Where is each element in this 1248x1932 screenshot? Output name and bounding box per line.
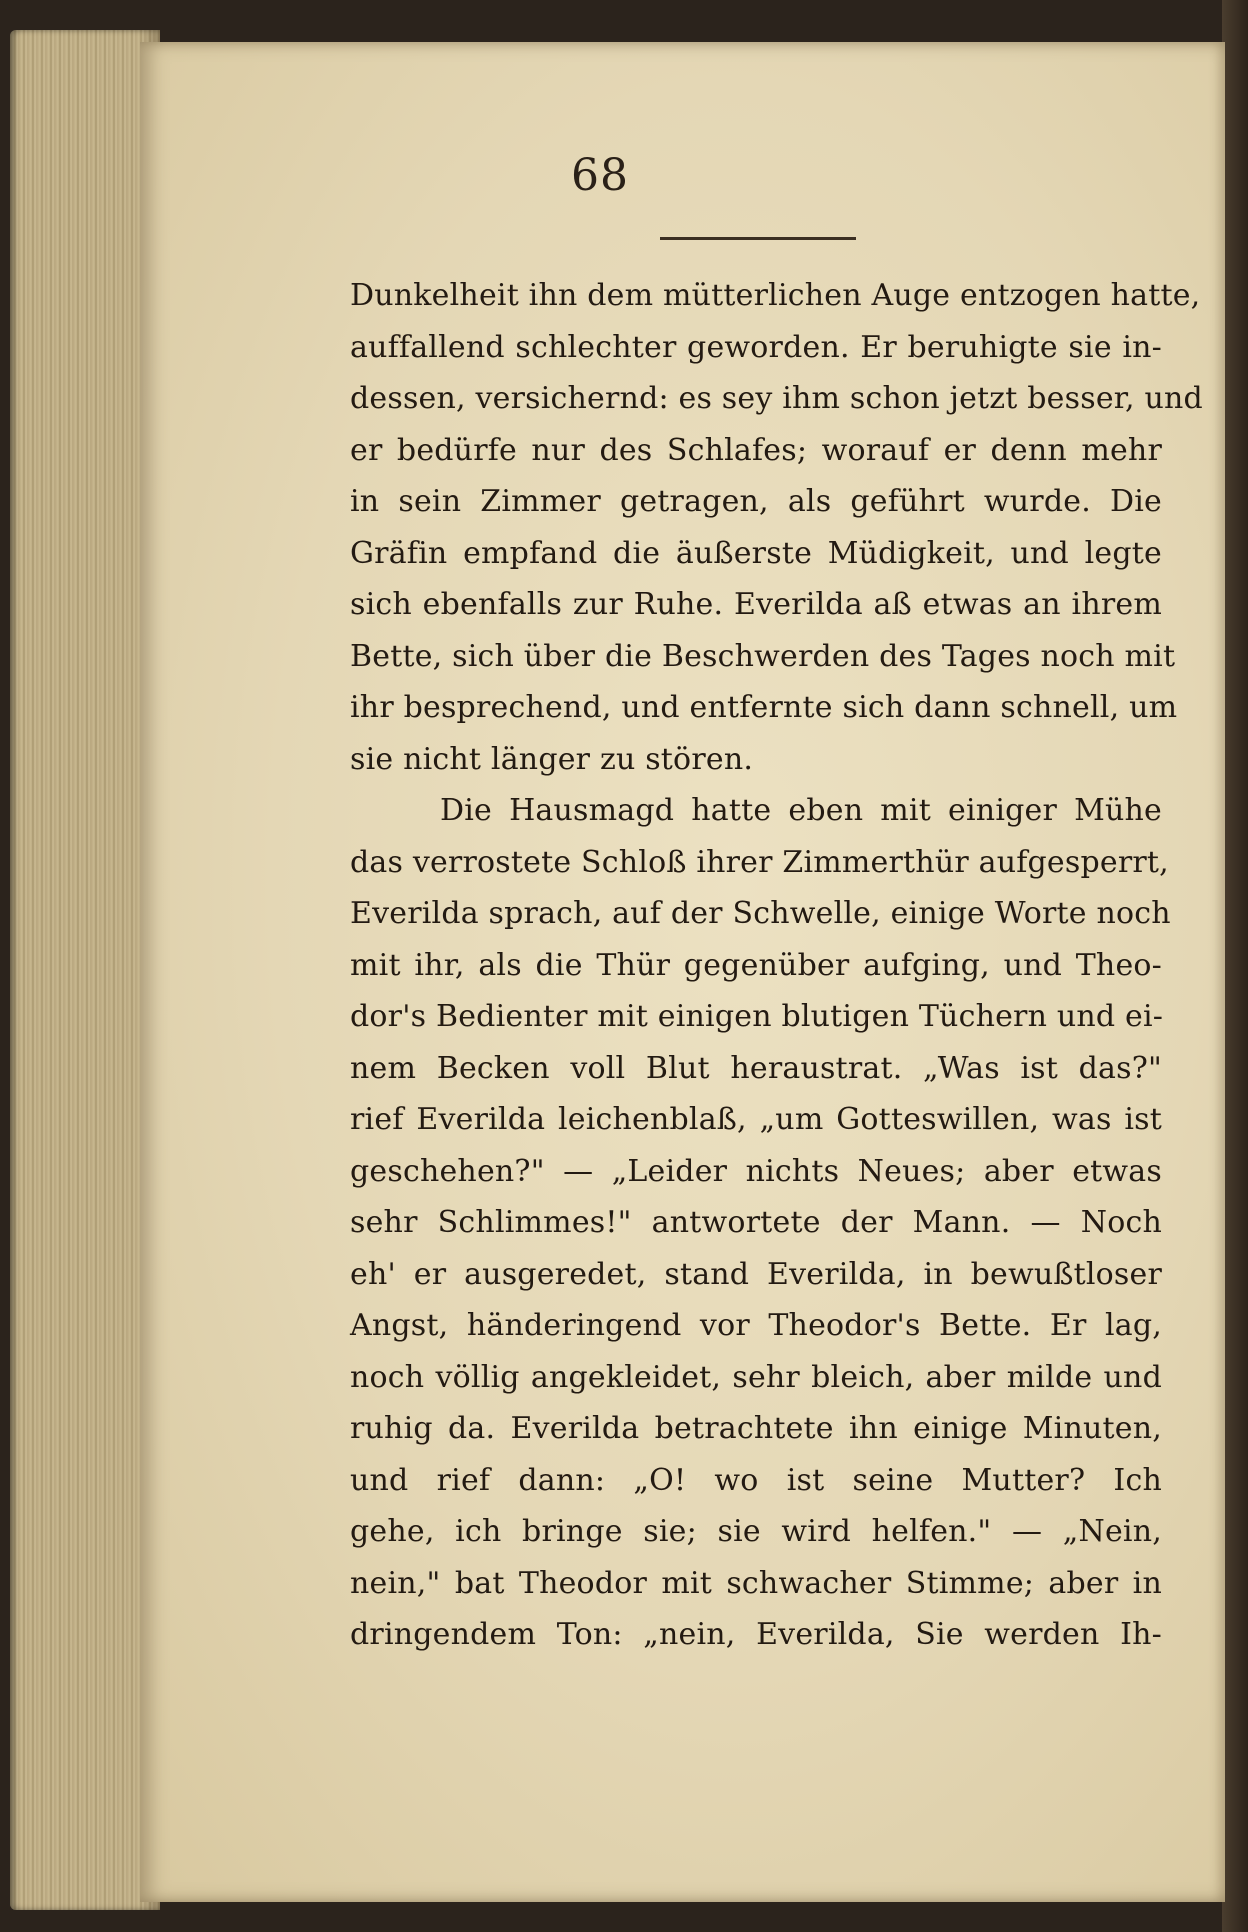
- text-line: dessen, versichernd: es sey ihm schon jetzt besser, und: [350, 381, 1203, 416]
- text-line: ihr besprechend, und entfernte sich dann schnell, um: [350, 690, 1178, 725]
- text-line: Dunkelheit ihn dem mütterlichen Auge entzogen hatte,: [350, 278, 1201, 313]
- text-line: nem Becken voll Blut heraustrat. „Was ist das?": [350, 1050, 1162, 1086]
- text-line: rief Everilda leichenblaß, „um Gotteswillen, was ist: [350, 1102, 1162, 1137]
- page-body: [350, 270, 1203, 1661]
- book-cover-edge: [1222, 0, 1248, 1932]
- text-line: Everilda sprach, auf der Schwelle, einige Worte noch: [350, 896, 1171, 931]
- text-line: Angst, händeringend vor Theodor's Bette. Er lag,: [350, 1308, 1162, 1343]
- text-line: und rief dann: „O! wo ist seine Mutter? Ich: [350, 1462, 1162, 1498]
- text-line: das verrostete Schloß ihrer Zimmerthür aufgesperrt,: [350, 844, 1169, 880]
- text-line: er bedürfe nur des Schlafes; worauf er denn mehr: [350, 432, 1162, 468]
- page-edges: [10, 30, 160, 1910]
- page-number: 68: [571, 150, 629, 201]
- text-line: in sein Zimmer getragen, als geführt wurde. Die: [350, 484, 1162, 519]
- text-line: Die Hausmagd hatte eben mit einiger Mühe: [440, 793, 1162, 828]
- text-line: sich ebenfalls zur Ruhe. Everilda aß etwas an ihrem: [350, 587, 1162, 622]
- text-line: Bette, sich über die Beschwerden des Tages noch mit: [350, 638, 1176, 674]
- text-line: Gräfin empfand die äußerste Müdigkeit, und legte: [350, 535, 1162, 571]
- text-line: noch völlig angekleidet, sehr bleich, aber milde und: [350, 1359, 1162, 1395]
- text-line: sie nicht länger zu stören.: [350, 741, 754, 777]
- text-line: gehe, ich bringe sie; sie wird helfen." — „Nein,: [350, 1514, 1162, 1549]
- text-line: sehr Schlimmes!" antwortete der Mann. — Noch: [350, 1205, 1162, 1240]
- text-line: geschehen?" — „Leider nichts Neues; aber etwas: [350, 1153, 1162, 1189]
- text-line: dringendem Ton: „nein, Everilda, Sie werden Ih-: [350, 1617, 1162, 1652]
- text-line: ruhig da. Everilda betrachtete ihn einige Minuten,: [350, 1411, 1162, 1446]
- text-line: nein," bat Theodor mit schwacher Stimme; aber in: [350, 1565, 1162, 1601]
- text-line: dor's Bedienter mit einigen blutigen Tüchern und ei-: [350, 999, 1164, 1034]
- text-line: eh' er ausgeredet, stand Everilda, in bewußtloser: [350, 1256, 1162, 1292]
- text-line: mit ihr, als die Thür gegenüber aufging, und Theo-: [350, 947, 1162, 983]
- header-rule: [660, 237, 856, 240]
- text-line: auffallend schlechter geworden. Er beruhigte sie in-: [350, 329, 1162, 365]
